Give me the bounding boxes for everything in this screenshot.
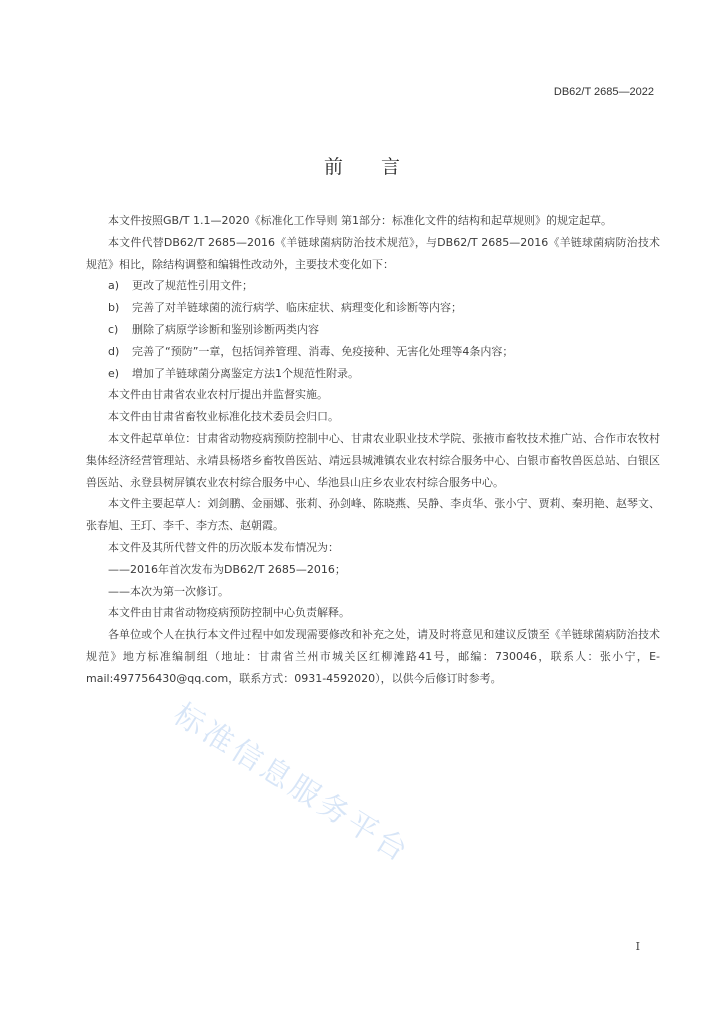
list-text: 完善了“预防”一章，包括饲养管理、消毒、免疫接种、无害化处理等4条内容；: [132, 344, 514, 358]
list-marker: a): [108, 279, 120, 293]
list-marker: d): [108, 344, 120, 358]
paragraph-proposer: 本文件由甘肃省农业农村厅提出并监督实施。: [108, 388, 328, 402]
list-item: [108, 275, 660, 297]
paragraph-drafters: 本文件主要起草人：刘剑鹏、金丽娜、张莉、孙剑峰、陈晓燕、吴静、李贞华、张小宁、贾莉、秦玥艳、赵琴文、张春旭、王玎、李千、李方杰、赵朝霞。: [86, 497, 660, 533]
list-text: 删除了病原学诊断和鉴别诊断两类内容: [132, 322, 319, 336]
paragraph-history-intro: 本文件及其所代替文件的历次版本发布情况为：: [108, 540, 339, 554]
paragraph-interpretation: 本文件由甘肃省动物疫病预防控制中心负责解释。: [108, 606, 350, 620]
list-item: [108, 363, 660, 385]
watermark: 标准信息服务平台: [167, 696, 417, 871]
history-item: ——2016年首次发布为DB62/T 2685—2016；: [108, 562, 346, 576]
list-item: [108, 341, 660, 363]
paragraph-replacement: 本文件代替DB62/T 2685—2016《羊链球菌病防治技术规范》，与DB62/T 2685—2016《羊链球菌病防治技术规范》相比，除结构调整和编辑性改动外，主要技术变化如下：: [86, 235, 660, 271]
list-item: [108, 297, 660, 319]
paragraph-committee: 本文件由甘肃省畜牧业标准化技术委员会归口。: [108, 410, 339, 424]
paragraph-drafting-rule: 本文件按照GB/T 1.1—2020《标准化工作导则 第1部分：标准化文件的结构和起草规则》的规定起草。: [108, 214, 612, 227]
document-code: DB62/T 2685—2022: [553, 86, 654, 98]
list-text: 增加了羊链球菌分离鉴定方法1个规范性附录。: [132, 366, 359, 380]
list-marker: c): [108, 322, 119, 336]
foreword-body: [86, 210, 660, 690]
list-marker: e): [108, 366, 120, 380]
list-marker: b): [108, 301, 120, 315]
list-text: 更改了规范性引用文件；: [132, 279, 253, 293]
page-title: 前言: [323, 156, 438, 178]
history-item: ——本次为第一次修订。: [108, 584, 229, 598]
list-item: [108, 319, 660, 341]
page-number: I: [635, 940, 640, 953]
list-text: 完善了对羊链球菌的流行病学、临床症状、病理变化和诊断等内容；: [132, 301, 462, 315]
paragraph-drafting-units: 本文件起草单位：甘肃省动物疫病预防控制中心、甘肃农业职业技术学院、张掖市畜牧技术推广站、合作市农牧村集体经济经营管理站、永靖县杨塔乡畜牧兽医站、靖远县城滩镇农业农村综合服务中心、白银市畜牧兽医总站、白银区兽医站、永登县树屏镇农业农村综合服务中心、华池县山庄乡农业农村综合服务中心。: [86, 431, 660, 489]
paragraph-feedback: 各单位或个人在执行本文件过程中如发现需要修改和补充之处，请及时将意见和建议反馈至《羊链球菌病防治技术规范》地方标准编制组（地址：甘肃省兰州市城关区红柳滩路41号，邮编：730046，联系人：张小宁，E-mail:497756430@qq.com，联系方式：0931-4592020），以供今后修订时参考。: [86, 628, 660, 685]
